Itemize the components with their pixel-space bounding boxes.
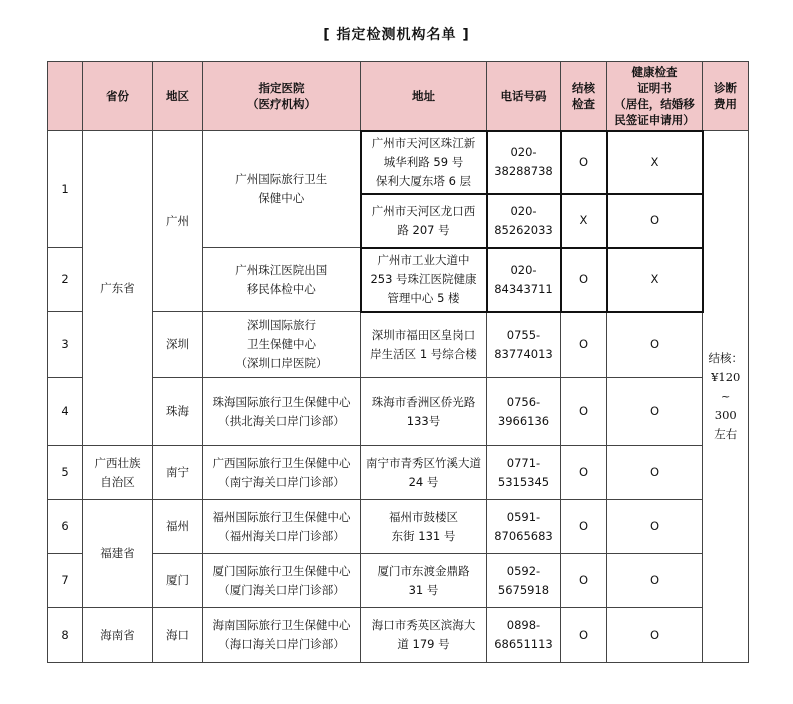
- header-region: 地区: [153, 62, 203, 131]
- region-cell: 厦门: [153, 554, 203, 608]
- tb-cell: O: [561, 312, 607, 378]
- cert-cell: O: [607, 194, 703, 248]
- province-cell: 广西壮族 自治区: [83, 446, 153, 500]
- header-fee: 诊断 费用: [703, 62, 749, 131]
- region-cell: 深圳: [153, 312, 203, 378]
- institution-table: [47, 61, 749, 663]
- hospital-cell: 珠海国际旅行卫生保健中心 （拱北海关口岸门诊部）: [203, 378, 361, 446]
- cert-cell: O: [607, 608, 703, 663]
- row-number: 1: [48, 131, 83, 248]
- row-number: 8: [48, 608, 83, 663]
- header-tb: 结核 检查: [561, 62, 607, 131]
- address-cell: 广州市天河区龙口西 路 207 号: [361, 194, 487, 248]
- address-cell: 福州市鼓楼区 东街 131 号: [361, 500, 487, 554]
- hospital-cell: 海南国际旅行卫生保健中心 （海口海关口岸门诊部）: [203, 608, 361, 663]
- table-row: [48, 312, 749, 378]
- region-cell: 广州: [153, 131, 203, 312]
- phone-cell: 0591- 87065683: [487, 500, 561, 554]
- hospital-cell: 广州国际旅行卫生 保健中心: [203, 131, 361, 248]
- table-row: [48, 446, 749, 500]
- region-cell: 福州: [153, 500, 203, 554]
- table-row: [48, 378, 749, 446]
- hospital-cell: 广西国际旅行卫生保健中心 （南宁海关口岸门诊部）: [203, 446, 361, 500]
- phone-cell: 0756- 3966136: [487, 378, 561, 446]
- phone-cell: 020- 84343711: [487, 248, 561, 312]
- header-row: [48, 62, 749, 131]
- header-address: 地址: [361, 62, 487, 131]
- province-cell: 福建省: [83, 500, 153, 608]
- table-row: [48, 554, 749, 608]
- hospital-cell: 广州珠江医院出国 移民体检中心: [203, 248, 361, 312]
- region-cell: 海口: [153, 608, 203, 663]
- phone-cell: 0755- 83774013: [487, 312, 561, 378]
- tb-cell: O: [561, 248, 607, 312]
- phone-cell: 0592- 5675918: [487, 554, 561, 608]
- province-cell: 广东省: [83, 131, 153, 446]
- hospital-cell: 厦门国际旅行卫生保健中心 （厦门海关口岸门诊部）: [203, 554, 361, 608]
- table-row: [48, 500, 749, 554]
- header-province: 省份: [83, 62, 153, 131]
- cert-cell: O: [607, 554, 703, 608]
- address-cell: 广州市工业大道中 253 号珠江医院健康 管理中心 5 楼: [361, 248, 487, 312]
- header-health-cert: 健康检查 证明书 （居住，结婚移 民签证申请用）: [607, 62, 703, 131]
- address-cell: 珠海市香洲区侨光路 133号: [361, 378, 487, 446]
- address-cell: 南宁市青秀区竹溪大道 24 号: [361, 446, 487, 500]
- page-title: [ 指定检测机构名单 ]: [323, 27, 470, 43]
- phone-cell: 020- 38288738: [487, 131, 561, 194]
- cert-cell: X: [607, 248, 703, 312]
- address-cell: 深圳市福田区皇岗口 岸生活区 1 号综合楼: [361, 312, 487, 378]
- row-number: 4: [48, 378, 83, 446]
- address-cell: 厦门市东渡金鼎路 31 号: [361, 554, 487, 608]
- row-number: 6: [48, 500, 83, 554]
- header-no: [48, 62, 83, 131]
- cert-cell: O: [607, 378, 703, 446]
- row-number: 3: [48, 312, 83, 378]
- cert-cell: O: [607, 446, 703, 500]
- row-number: 2: [48, 248, 83, 312]
- hospital-cell: 深圳国际旅行 卫生保健中心 （深圳口岸医院）: [203, 312, 361, 378]
- cert-cell: O: [607, 500, 703, 554]
- header-hospital: 指定医院 （医疗机构）: [203, 62, 361, 131]
- tb-cell: O: [561, 446, 607, 500]
- tb-cell: O: [561, 554, 607, 608]
- fee-cell: 结核： ¥120 ~ 300 左右: [703, 131, 749, 663]
- cert-cell: X: [607, 131, 703, 194]
- hospital-cell: 福州国际旅行卫生保健中心 （福州海关口岸门诊部）: [203, 500, 361, 554]
- province-cell: 海南省: [83, 608, 153, 663]
- table-row: [48, 608, 749, 663]
- region-cell: 珠海: [153, 378, 203, 446]
- address-cell: 广州市天河区珠江新 城华利路 59 号 保利大厦东塔 6 层: [361, 131, 487, 194]
- tb-cell: O: [561, 500, 607, 554]
- phone-cell: 0771- 5315345: [487, 446, 561, 500]
- region-cell: 南宁: [153, 446, 203, 500]
- table-row: [48, 131, 749, 194]
- phone-cell: 020- 85262033: [487, 194, 561, 248]
- tb-cell: O: [561, 608, 607, 663]
- tb-cell: X: [561, 194, 607, 248]
- row-number: 7: [48, 554, 83, 608]
- header-phone: 电话号码: [487, 62, 561, 131]
- address-cell: 海口市秀英区滨海大 道 179 号: [361, 608, 487, 663]
- row-number: 5: [48, 446, 83, 500]
- cert-cell: O: [607, 312, 703, 378]
- phone-cell: 0898- 68651113: [487, 608, 561, 663]
- tb-cell: O: [561, 131, 607, 194]
- tb-cell: O: [561, 378, 607, 446]
